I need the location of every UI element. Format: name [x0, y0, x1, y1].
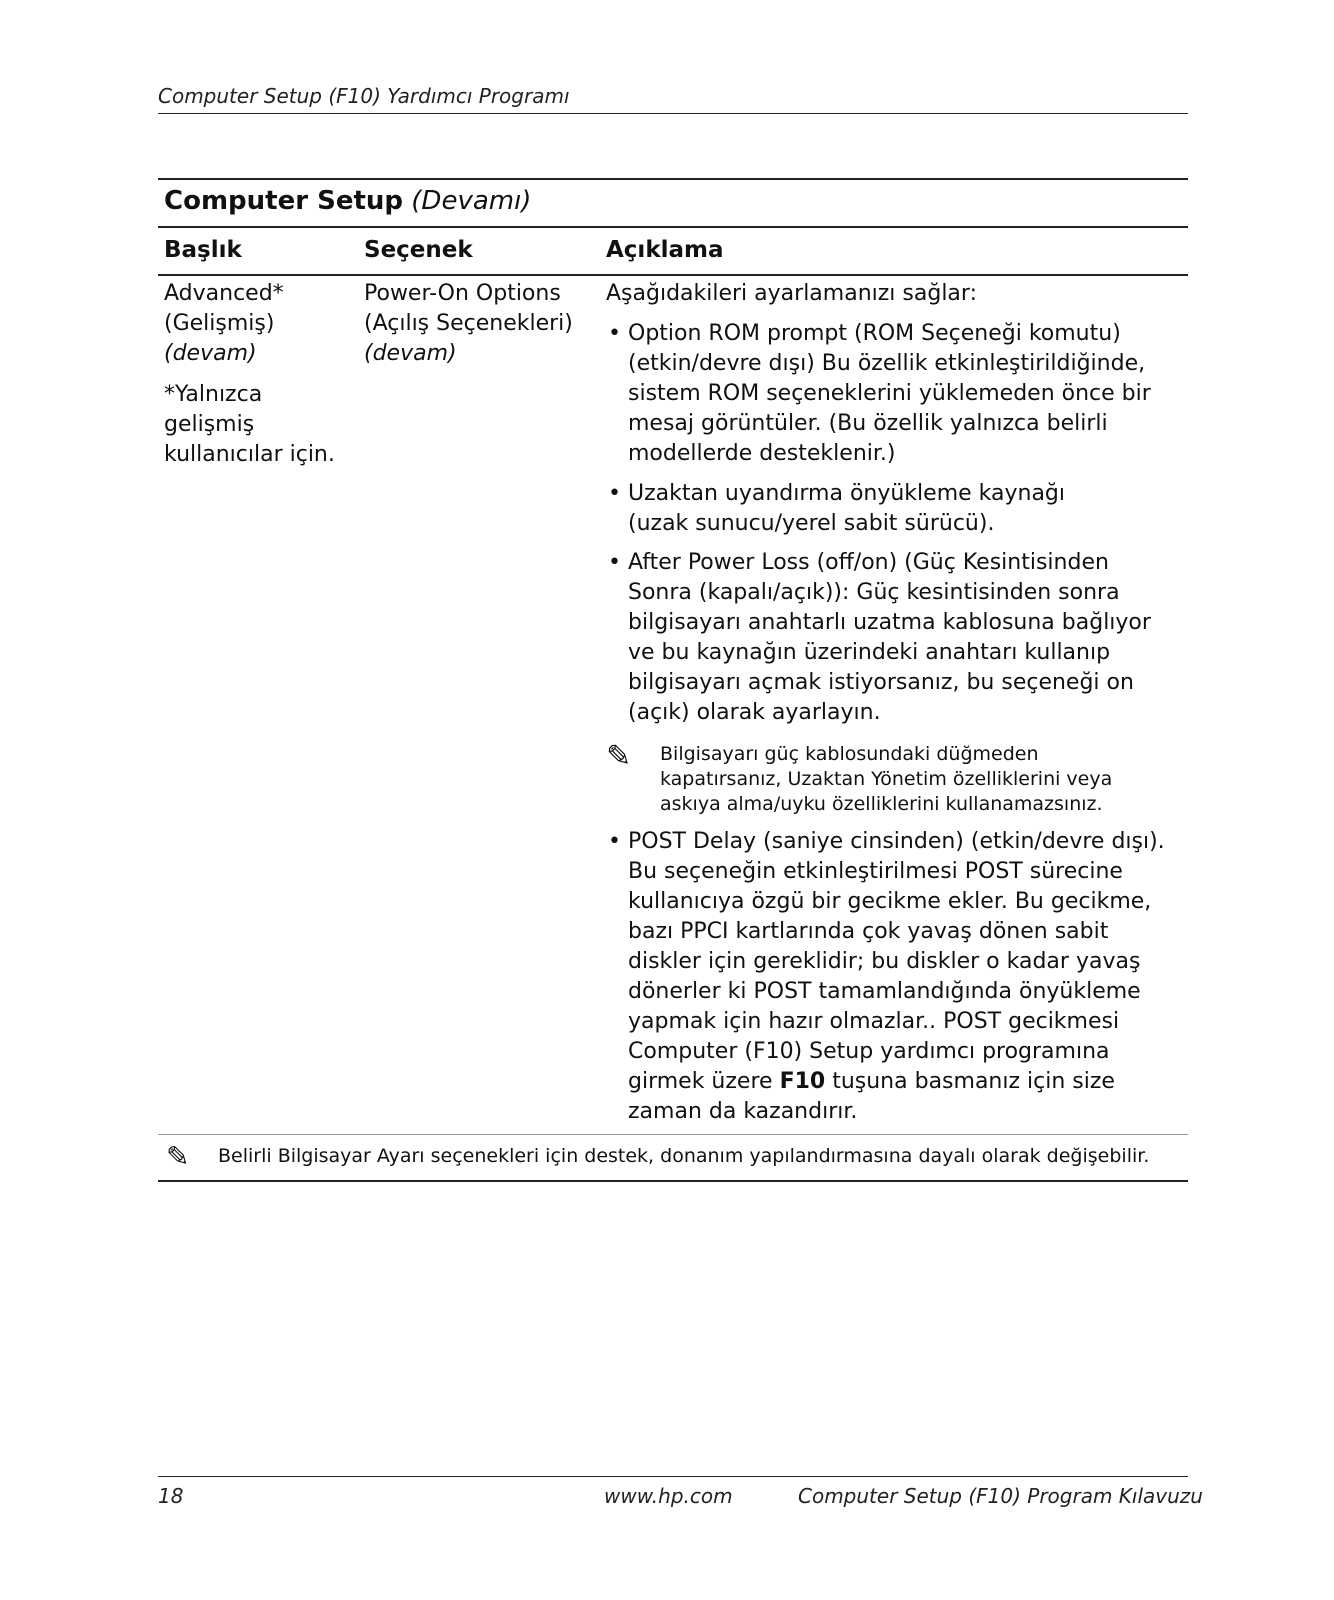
table-bottom-rule [158, 1180, 1188, 1182]
cell-title [164, 279, 354, 470]
list-item: • After Power Loss (off/on) (Güç Kesintisinden Sonra (kapalı/açık)): Güç kesintisinden sonra bilgisayarı anahtarlı uzatma kablosuna bağlıyor ve bu kaynağın üzerindeki anahtarı kullanıp bilgisayarı açmak istiyorsanız, bu seçeneği on (açık) olarak ayarlayın. [608, 550, 1151, 725]
description-intro: Aşağıdakileri ayarlamanızı sağlar: [606, 281, 977, 306]
footer-url: www.hp.com [604, 1484, 733, 1508]
table-top-rule [158, 178, 1188, 180]
cell-title-note-line: gelişmiş [164, 412, 255, 437]
list-item: • POST Delay (saniye cinsinden) (etkin/devre dışı). Bu seçeneğin etkinleştirilmesi POST sürecine kullanıcıya özgü bir gecikme ekler. Bu gecikme, bazı PPCI kartlarında çok yavaş dönen sabit diskler için gereklidir; bu diskler o kadar yavaş dönerler ki POST tamamlandığında önyükleme yapmak için hazır olmazlar.. POST gecikmesi Computer (F10) Setup yardımcı programına girmek üzere F10 tuşuna basmanız için size zaman da kazandırır. [608, 829, 1165, 1124]
footer-guide-title: Computer Setup (F10) Program Kılavuzu [798, 1484, 1203, 1508]
bullet-icon: • [608, 481, 621, 506]
table-title-rule [158, 226, 1188, 228]
cell-option [364, 279, 599, 369]
cell-title-note-line: *Yalnızca [164, 382, 263, 407]
column-header-description: Açıklama [606, 237, 724, 263]
page-number: 18 [158, 1484, 184, 1508]
bullet-icon: • [608, 829, 621, 854]
table-footnote-rule [158, 1134, 1188, 1135]
cell-option-continued: (devam) [364, 341, 457, 366]
column-header-option: Seçenek [364, 237, 473, 263]
cell-option-line: (Açılış Seçenekleri) [364, 311, 573, 336]
list-item: • Option ROM prompt (ROM Seçeneği komutu) (etkin/devre dışı) Bu özellik etkinleştirildiğinde, sistem ROM seçeneklerini yüklemeden önce bir mesaj görüntüler. (Bu özellik yalnızca belirli modellerde desteklenir.) [608, 321, 1151, 466]
list-item: • Uzaktan uyandırma önyükleme kaynağı (uzak sunucu/yerel sabit sürücü). [608, 481, 1066, 536]
cell-title-continued: (devam) [164, 341, 257, 366]
column-header-title: Başlık [164, 237, 242, 263]
table-title-main: Computer Setup [164, 186, 404, 216]
pencil-note-icon: ✎ [606, 739, 632, 774]
description-bullets [606, 319, 1186, 728]
cell-title-line: (Gelişmiş) [164, 311, 275, 336]
cell-title-line: Advanced* [164, 281, 284, 306]
footnote-text: Belirli Bilgisayar Ayarı seçenekleri için destek, donanım yapılandırmasına dayalı olarak değişebilir. [218, 1145, 1150, 1167]
table-title [164, 186, 531, 216]
table-title-continued: (Devamı) [411, 186, 532, 216]
bullet-icon: • [608, 321, 621, 346]
table-header-rule [158, 274, 1188, 276]
bullet-icon: • [608, 550, 621, 575]
pencil-note-icon: ✎ [166, 1140, 190, 1173]
f10-key: F10 [779, 1069, 826, 1094]
running-head: Computer Setup (F10) Yardımcı Programı [158, 84, 570, 108]
header-rule [158, 113, 1188, 114]
cell-option-line: Power-On Options [364, 281, 561, 306]
cell-title-note-line: kullanıcılar için. [164, 442, 335, 467]
table-footnote [166, 1140, 1150, 1173]
footer-rule [158, 1476, 1188, 1477]
description-note: ✎ Bilgisayarı güç kablosundaki düğmeden kapatırsanız, Uzaktan Yönetim özelliklerini veya askıya alma/uyku özelliklerini kullanamazsınız. [606, 739, 1113, 815]
description-bullets-continued [606, 827, 1186, 1127]
cell-description [606, 279, 1186, 1127]
